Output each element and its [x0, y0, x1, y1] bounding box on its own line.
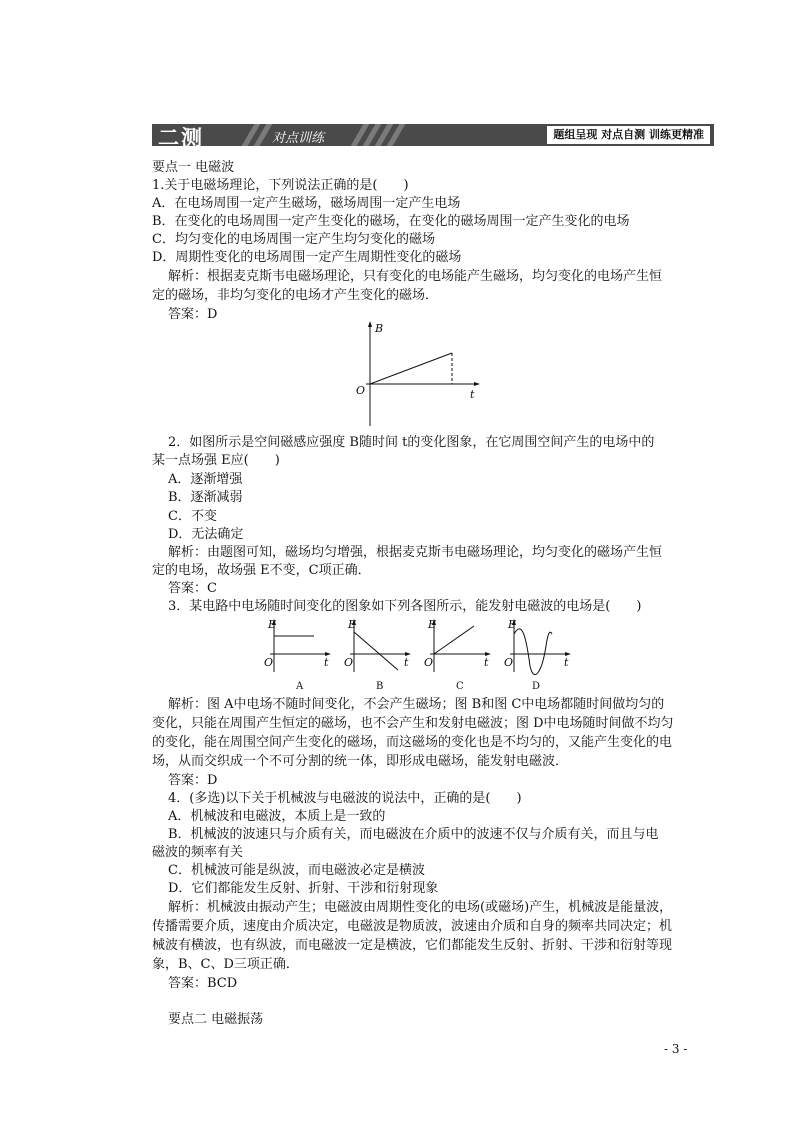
y-axis-arrow — [368, 321, 372, 327]
q2-option-b: B．逐渐减弱 — [168, 490, 243, 505]
q2-stem-cont: 某一点场强 E应( ) — [152, 453, 280, 468]
graph-b-y-label: E — [348, 618, 357, 631]
q2-stem: 2．如图所示是空间磁感应强度 B随时间 t的变化图象，在它周围空间产生的电场中的 — [168, 435, 655, 450]
graph-c-label: C — [456, 681, 464, 692]
q2-explanation: 解析：由题图可知，磁场均匀增强，根据麦克斯韦电磁场理论，均匀变化的磁场产生恒 — [168, 545, 663, 560]
graph-c-y-label: E — [428, 618, 437, 631]
q1-option-b: B．在变化的电场周围一定产生变化的磁场，在变化的磁场周围一定产生变化的电场 — [152, 214, 630, 229]
graph-d-label: D — [532, 681, 541, 692]
q4-explanation-cont: 传播需要介质，速度由介质决定，电磁波是物质波，波速由介质和自身的频率共同决定；机 — [152, 919, 673, 934]
graph-c-origin: O — [424, 656, 434, 669]
q4-option-d: D．它们都能发生反射、折射、干涉和衍射现象 — [168, 881, 439, 896]
graph-a — [262, 616, 334, 696]
q1-answer: 答案：D — [168, 307, 218, 322]
page-number: - 3 - — [664, 1042, 688, 1056]
q2-explanation-cont: 定的电场，故场强 E不变，C项正确． — [152, 563, 371, 578]
q3-answer: 答案：D — [168, 773, 218, 788]
graph-b — [342, 616, 414, 696]
graph-b-origin: O — [344, 656, 354, 669]
x-axis-arrow — [474, 382, 480, 386]
b-t-graph — [352, 318, 482, 434]
graph-b-x-label: t — [404, 656, 409, 669]
q4-answer: 答案：BCD — [168, 976, 238, 991]
q3-explanation-cont: 场，从而交织成一个不可分割的统一体，即形成电磁场，能发射电磁波． — [152, 754, 569, 769]
graph-d — [502, 616, 574, 696]
q4-option-b-cont: 磁波的频率有关 — [152, 845, 244, 860]
graph-d-x-label: t — [564, 656, 569, 669]
q1-option-d: D．周期性变化的电场周围一定产生周期性变化的磁场 — [152, 250, 462, 265]
graph-a-y-label: E — [268, 618, 277, 631]
q4-option-a: A．机械波和电磁波，本质上是一致的 — [168, 809, 386, 824]
q3-stem: 3．某电路中电场随时间变化的图象如下列各图所示，能发射电磁波的电场是( ) — [168, 599, 642, 614]
graph-c-x-label: t — [484, 656, 489, 669]
graph-a-origin: O — [264, 656, 274, 669]
q3-explanation-cont: 变化，只能在周围产生恒定的磁场，也不会产生和发射电磁波；图 D中电场随时间做不均匀 — [152, 716, 674, 731]
section-heading: 要点二 电磁振荡 — [168, 1012, 264, 1027]
origin-label: O — [356, 384, 366, 397]
q1-explanation-cont: 定的磁场，非均匀变化的电场才产生变化的磁场． — [152, 288, 439, 303]
q1-option-c: C．均匀变化的电场周围一定产生均匀变化的磁场 — [152, 232, 435, 247]
b-line — [370, 353, 452, 384]
graph-c — [422, 616, 494, 696]
q1-option-a: A．在电场周围一定产生磁场，磁场周围一定产生电场 — [152, 196, 461, 211]
x-axis-label: t — [470, 388, 475, 401]
q4-explanation: 解析：机械波由振动产生；电磁波由周期性变化的电场(或磁场)产生，机械波是能量波， — [168, 900, 673, 915]
q4-explanation-cont: 械波有横波，也有纵波，而电磁波一定是横波，它们都能发生反射、折射、干涉和衍射等现 — [152, 938, 673, 953]
q2-option-d: D．无法确定 — [168, 527, 244, 542]
q2-option-c: C．不变 — [168, 509, 217, 524]
q2-option-a: A．逐渐增强 — [168, 472, 243, 487]
section-heading: 要点一 电磁波 — [152, 160, 235, 175]
graph-a-label: A — [296, 681, 304, 692]
q3-explanation-cont: 的变化，能在周围空间产生变化的磁场，而这磁场的变化也是不均匀的，又能产生变化的电 — [152, 735, 673, 750]
q3-explanation: 解析：图 A中电场不随时间变化，不会产生磁场；图 B和图 C中电场都随时间做均匀的 — [168, 697, 665, 712]
q4-stem: 4．(多选)以下关于机械波与电磁波的说法中，正确的是( ) — [168, 791, 522, 806]
graph-a-x-label: t — [324, 656, 329, 669]
banner-subtitle: 对点训练 — [272, 131, 325, 146]
q4-option-c: C．机械波可能是纵波，而电磁波必定是横波 — [168, 863, 425, 878]
graph-b-label: B — [376, 681, 384, 692]
q1-stem: 1.关于电磁场理论，下列说法正确的是( ) — [152, 178, 409, 193]
graph-d-origin: O — [504, 656, 514, 669]
y-axis-label: B — [375, 322, 384, 335]
q4-option-b: B．机械波的波速只与介质有关，而电磁波在介质中的波速不仅与介质有关，而且与电 — [168, 827, 659, 842]
q4-explanation-cont: 象，B、C、D三项正确． — [152, 957, 299, 972]
q2-answer: 答案：C — [168, 581, 217, 596]
banner-title: 二测 — [158, 126, 204, 150]
graph-d-y-label: E — [508, 618, 517, 631]
section-banner — [152, 124, 714, 150]
q1-explanation: 解析：根据麦克斯韦电磁场理论，只有变化的电场能产生磁场，均匀变化的电场产生恒 — [168, 269, 663, 284]
banner-tag: 题组呈现 对点自测 训练更精准 — [547, 126, 710, 144]
